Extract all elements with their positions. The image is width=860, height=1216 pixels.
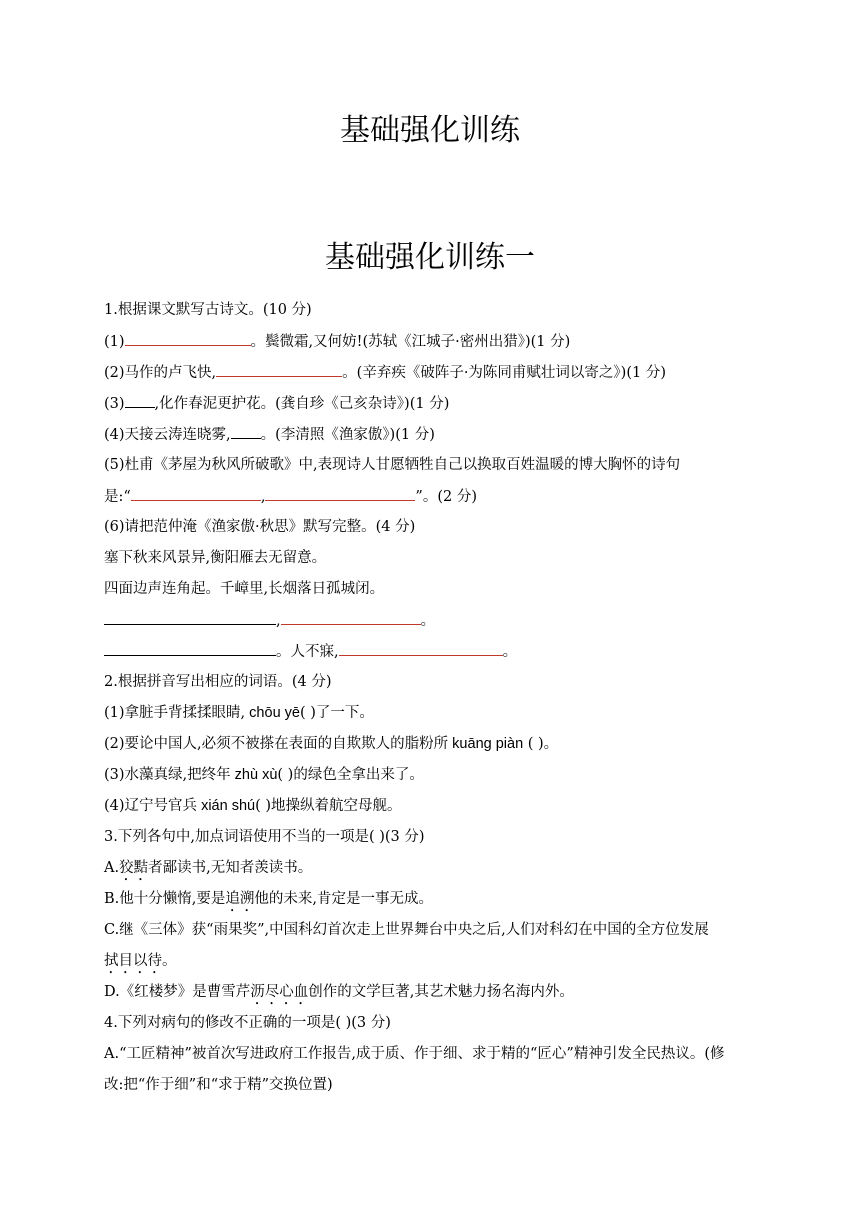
dotted-word: 狡黠 [119, 860, 149, 876]
answer-blank[interactable] [104, 641, 276, 656]
text-segment: 。(辛弃疾《破阵子·为陈同甫赋壮词以寄之》)(1 分) [342, 365, 666, 381]
text-segment: ( )了一下。 [299, 705, 374, 721]
text-segment: 创作的文学巨著,其艺术魅力扬名海内外。 [308, 984, 574, 1000]
poem-line: 塞下秋来风景异,衡阳雁去无留意。 [104, 550, 327, 566]
pinyin: zhù xù [230, 767, 278, 783]
poem-line: 四面边声连角起。千嶂里,长烟落日孤城闭。 [104, 581, 385, 597]
question-4-heading: 4.下列对病句的修改不正确的一项是( )(3 分) [104, 1015, 391, 1031]
text-segment: , [276, 613, 281, 629]
option-d [104, 982, 574, 1008]
question-2-item-1 [104, 703, 374, 723]
answer-blank[interactable] [125, 331, 251, 346]
text-segment: 。(李清照《渔家傲》)(1 分) [260, 427, 435, 443]
text-segment: A. [104, 860, 120, 876]
text-segment: (4)天接云涛连晓雾, [104, 427, 231, 443]
text-segment: 。鬓微霜,又何妨!(苏轼《江城子·密州出猎》)(1 分) [250, 334, 571, 350]
dotted-word: 追溯 [225, 891, 255, 907]
text-segment: (3) [104, 396, 125, 412]
option-c: C.继《三体》获“雨果奖”,中国科幻首次走上世界舞台中央之后,人们对科幻在中国的全方位发展 [104, 922, 709, 938]
text-segment: 他的未来,肯定是一事无成。 [254, 891, 433, 907]
text-segment: 者鄙读书,无知者羡读书。 [148, 860, 313, 876]
question-2-item-2 [104, 734, 558, 754]
question-1-item-5-cont [104, 486, 477, 507]
question-1-heading: 1.根据课文默写古诗文。(10 分) [104, 302, 312, 318]
question-1-item-3 [104, 393, 449, 414]
question-1-item-1 [104, 331, 570, 352]
question-2-item-4 [104, 796, 402, 816]
text-segment: (1) [104, 334, 125, 350]
answer-blank[interactable] [104, 610, 276, 625]
text-segment: 。 [502, 644, 518, 660]
dotted-word: 沥尽心血 [250, 984, 309, 1000]
answer-blank[interactable] [231, 424, 261, 439]
option-a [104, 858, 312, 884]
answer-blank[interactable] [125, 393, 155, 408]
question-1-item-2 [104, 362, 666, 383]
text-segment: B.他十分懒惰,要是 [104, 891, 226, 907]
option-a-cont: 改:把“作于细”和“求于精”交换位置) [104, 1077, 333, 1093]
answer-blank[interactable] [265, 486, 415, 501]
question-1-item-4 [104, 424, 435, 445]
text-segment: ( )的绿色全拿出来了。 [277, 767, 424, 783]
pinyin: kuāng piàn [448, 736, 524, 752]
question-1-item-5: (5)杜甫《茅屋为秋风所破歌》中,表现诗人甘愿牺牲自己以换取百姓温暖的博大胸怀的诗句 [104, 457, 681, 473]
text-segment: ”。(2 分) [415, 489, 477, 505]
page-title: 基础强化训练 [340, 113, 520, 148]
question-3-heading: 3.下列各句中,加点词语使用不当的一项是( )(3 分) [104, 829, 425, 845]
pinyin: xián shú [197, 798, 256, 814]
option-c-cont [104, 951, 177, 977]
question-2-heading: 2.根据拼音写出相应的词语。(4 分) [104, 674, 332, 690]
text-segment: 。 [420, 613, 436, 629]
text-segment: 是:“ [104, 489, 131, 505]
text-segment: 。 [162, 953, 177, 969]
text-segment: (4)辽宁号官兵 [104, 798, 198, 814]
question-2-item-3 [104, 765, 424, 785]
text-segment: ( )。 [523, 736, 559, 752]
option-b [104, 889, 433, 915]
pinyin: chōu yē [245, 705, 300, 721]
text-segment: (1)拿脏手背揉揉眼睛, [104, 705, 246, 721]
question-1-item-6: (6)请把范仲淹《渔家傲·秋思》默写完整。(4 分) [104, 519, 416, 535]
answer-blank[interactable] [339, 641, 503, 656]
text-segment: (2)马作的卢飞快, [104, 365, 217, 381]
text-segment: , [260, 489, 266, 505]
text-segment: (3)水藻真绿,把终年 [104, 767, 231, 783]
poem-blank-line [104, 641, 517, 662]
text-segment: 。人不寐, [276, 644, 339, 660]
section-title: 基础强化训练一 [325, 240, 535, 275]
answer-blank[interactable] [281, 610, 421, 625]
dotted-word: 拭目以待 [104, 953, 162, 969]
poem-blank-line [104, 610, 435, 631]
text-segment: D.《红楼梦》是曹雪芹 [104, 984, 251, 1000]
option-a: A.“工匠精神”被首次写进政府工作报告,成于质、作于细、求于精的“匠心”精神引发全民热议。(修 [104, 1046, 725, 1062]
answer-blank[interactable] [216, 362, 342, 377]
text-segment: ( )地操纵着航空母舰。 [255, 798, 402, 814]
text-segment: ,化作春泥更护花。(龚自珍《己亥杂诗》)(1 分) [154, 396, 450, 412]
text-segment: (2)要论中国人,必须不被搽在表面的自欺欺人的脂粉所 [104, 736, 449, 752]
answer-blank[interactable] [131, 486, 261, 501]
